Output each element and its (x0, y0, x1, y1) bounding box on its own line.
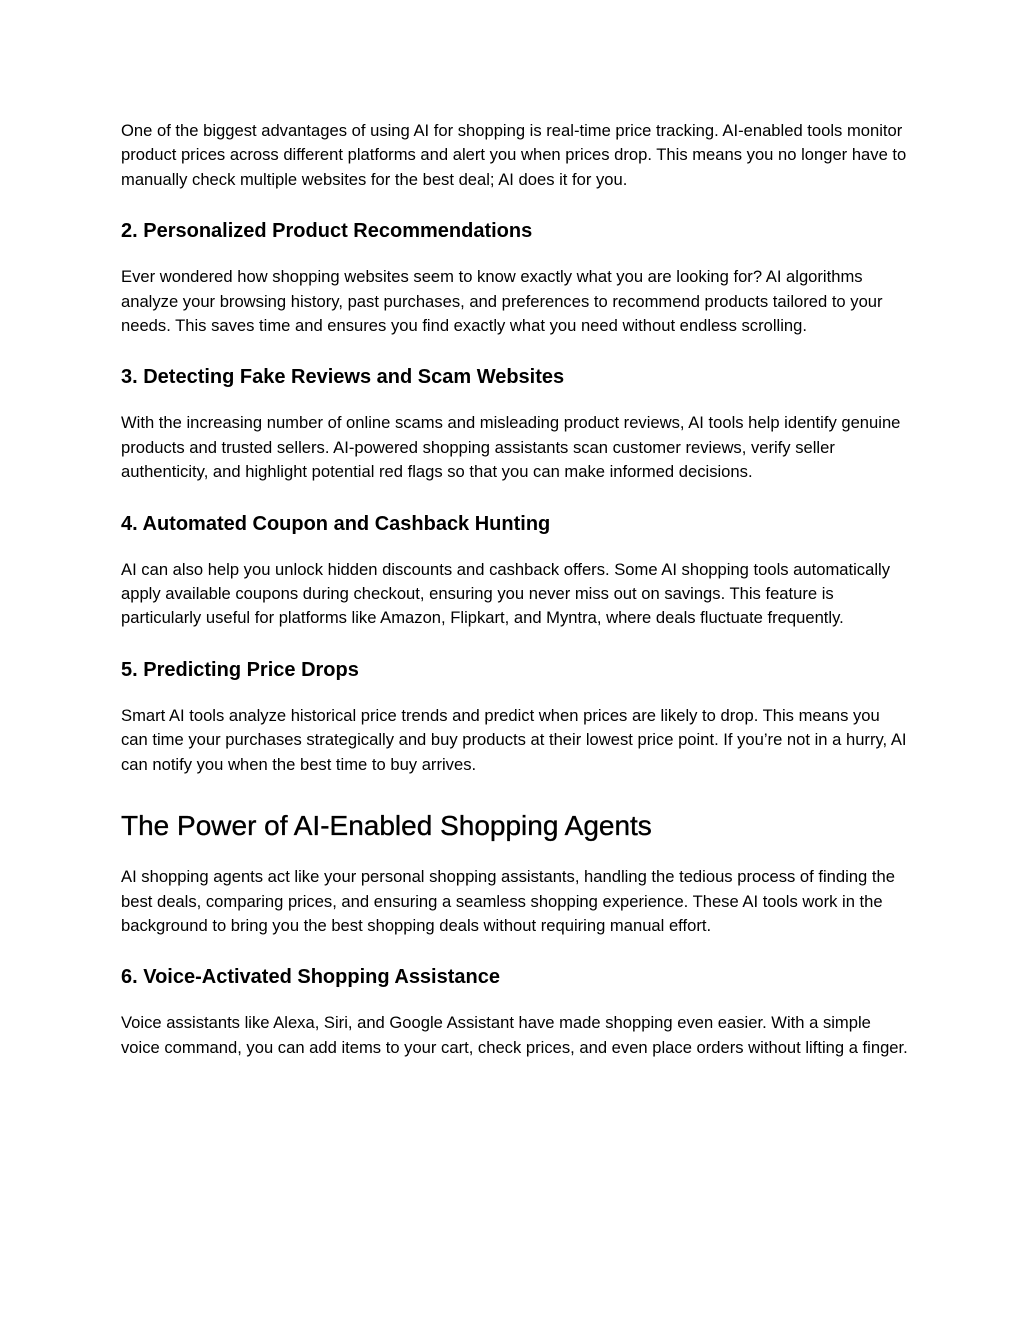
section-heading-price-drops: 5. Predicting Price Drops (121, 658, 359, 681)
section-paragraph-voice-shopping: Voice assistants like Alexa, Siri, and Google Assistant have made shopping even easier. With a simple voice command, you can add items to your cart, check prices, and even place orders without lifting a finger. (121, 1013, 908, 1057)
section-heading-fake-reviews: 3. Detecting Fake Reviews and Scam Websites (121, 366, 565, 389)
section-paragraph-price-drops: Smart AI tools analyze historical price trends and predict when prices are likely to drop. This means you can time your purchases strategically and buy products at their lowest price point. If you’re not in a hurry, AI can notify you when the best time to buy arrives. (121, 705, 907, 774)
section-heading-personalized-recommendations: 2. Personalized Product Recommendations (121, 220, 533, 243)
intro-paragraph: One of the biggest advantages of using AI for shopping is real-time price tracking. AI-enabled tools monitor product prices across different platforms and alert you when prices drop. This means you no longer have to manually check multiple websites for the best deal; AI does it for you. (121, 121, 907, 189)
section-paragraph-fake-reviews: With the increasing number of online scams and misleading product reviews, AI tools help identify genuine products and trusted sellers. AI-powered shopping assistants scan customer reviews, verify seller authenticity, and highlight potential red flags so that you can make informed decisions. (121, 413, 901, 482)
section-paragraph-personalized-recommendations: Ever wondered how shopping websites seem to know exactly what you are looking for? AI algorithms analyze your browsing history, past purchases, and preferences to recommend products tailored to your needs. This saves time and ensures you find exactly what you need without endless scrolling. (121, 267, 883, 336)
main-section-paragraph: AI shopping agents act like your personal shopping assistants, handling the tedious process of finding the best deals, comparing prices, and ensuring a seamless shopping experience. These AI tools work in the background to bring you the best shopping deals without requiring manual effort. (121, 867, 895, 935)
document-page (121, 119, 911, 1060)
section-heading-coupon-cashback: 4. Automated Coupon and Cashback Hunting (121, 512, 551, 535)
section-paragraph-coupon-cashback: AI can also help you unlock hidden discounts and cashback offers. Some AI shopping tools automatically apply available coupons during checkout, ensuring you never miss out on savings. This feature is particularly useful for platforms like Amazon, Flipkart, and Myntra, where deals fluctuate frequently. (121, 559, 891, 628)
section-heading-voice-shopping: 6. Voice-Activated Shopping Assistance (121, 966, 500, 989)
main-section-heading: The Power of AI-Enabled Shopping Agents (121, 810, 652, 842)
